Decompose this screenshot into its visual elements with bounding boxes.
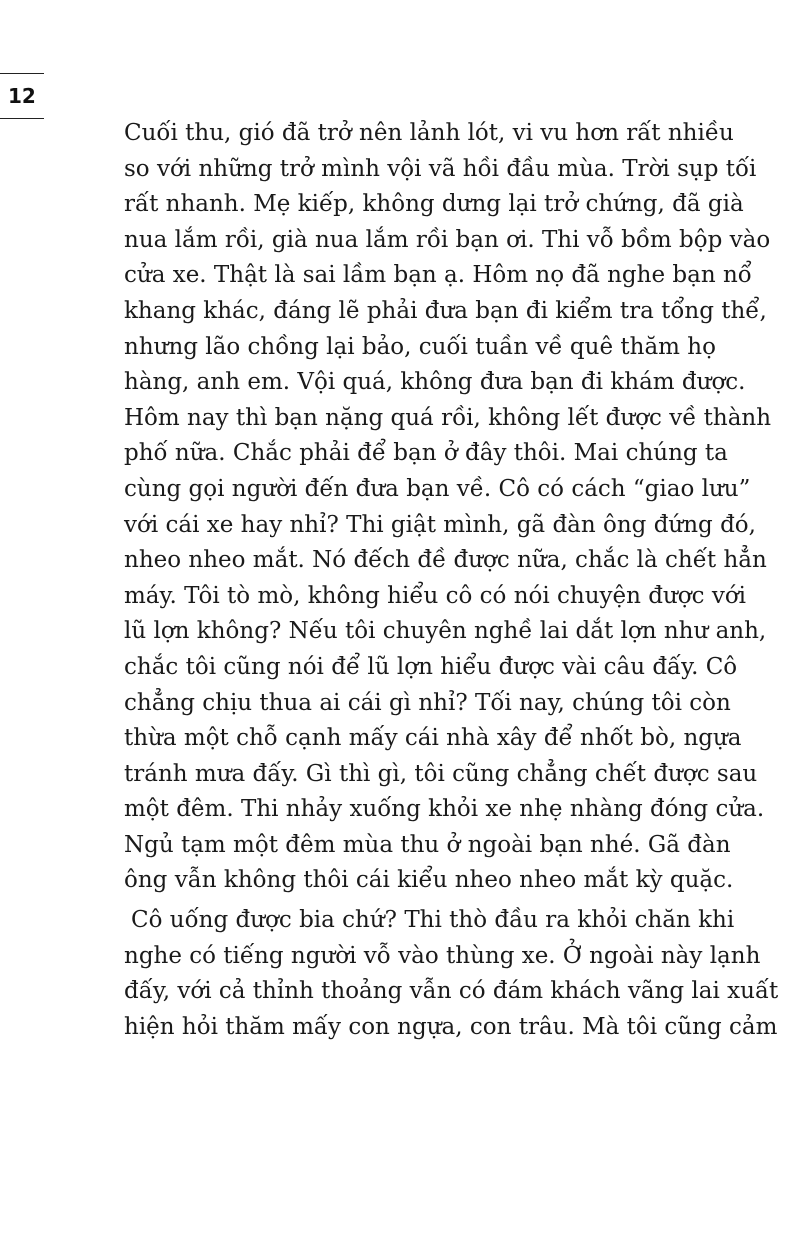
text-line: nhưng lão chồng lại bảo, cuối tuần về quê thăm họ	[124, 333, 716, 360]
text-line: hiện hỏi thăm mấy con ngựa, con trâu. Mà tôi cũng cảm	[124, 1013, 778, 1040]
text-line: Cô uống được bia chứ? Thi thò đầu ra khỏi chăn khi	[131, 907, 735, 934]
header-rule-bottom	[0, 118, 44, 119]
text-line: đấy, với cả thỉnh thoảng vẫn có đám khách vãng lai xuất	[124, 978, 779, 1005]
text-line: nghe có tiếng người vỗ vào thùng xe. Ở ngoài này lạnh	[124, 942, 761, 969]
paragraph-2	[124, 903, 779, 1045]
text-line: một đêm. Thi nhảy xuống khỏi xe nhẹ nhàng đóng cửa.	[124, 796, 765, 823]
text-line: Ngủ tạm một đêm mùa thu ở ngoài bạn nhé. Gã đàn	[124, 831, 731, 858]
text-line: Cuối thu, gió đã trở nên lảnh lót, vi vu hơn rất nhiều	[124, 120, 734, 146]
text-line: Hôm nay thì bạn nặng quá rồi, không lết được về thành	[124, 404, 772, 431]
text-line: cửa xe. Thật là sai lầm bạn ạ. Hôm nọ đã nghe bạn nổ	[124, 262, 752, 289]
paragraph-1	[124, 116, 772, 899]
text-line: khang khác, đáng lẽ phải đưa bạn đi kiểm tra tổng thể,	[124, 297, 767, 324]
text-line: với cái xe hay nhỉ? Thi giật mình, gã đàn ông đứng đó,	[124, 511, 756, 538]
page-number: 12	[8, 84, 36, 108]
text-line: nheo nheo mắt. Nó đếch đề được nữa, chắc là chết hẳn	[124, 547, 767, 574]
header-rule-top	[0, 73, 44, 74]
text-line: chẳng chịu thua ai cái gì nhỉ? Tối nay, chúng tôi còn	[124, 689, 731, 716]
text-line: cùng gọi người đến đưa bạn về. Cô có cách “giao lưu”	[124, 475, 751, 502]
text-line: hàng, anh em. Vội quá, không đưa bạn đi khám được.	[124, 369, 746, 396]
body-text	[124, 116, 779, 1045]
text-line: máy. Tôi tò mò, không hiểu cô có nói chuyện được với	[124, 582, 747, 609]
text-line: tránh mưa đấy. Gì thì gì, tôi cũng chẳng chết được sau	[124, 760, 758, 787]
text-line: lũ lợn không? Nếu tôi chuyên nghề lai dắt lợn như anh,	[124, 618, 767, 645]
text-line: chắc tôi cũng nói để lũ lợn hiểu được vài câu đấy. Cô	[124, 653, 738, 680]
text-line: ông vẫn không thôi cái kiểu nheo nheo mắt kỳ quặc.	[124, 867, 734, 894]
text-line: nua lắm rồi, già nua lắm rồi bạn ơi. Thi vỗ bồm bộp vào	[124, 226, 771, 253]
text-line: thừa một chỗ cạnh mấy cái nhà xây để nhốt bò, ngựa	[124, 725, 742, 752]
text-line: so với những trở mình vội vã hồi đầu mùa. Trời sụp tối	[124, 155, 757, 182]
text-line: phố nữa. Chắc phải để bạn ở đây thôi. Mai chúng ta	[124, 440, 728, 467]
text-line: rất nhanh. Mẹ kiếp, không dưng lại trở chứng, đã già	[124, 191, 744, 218]
